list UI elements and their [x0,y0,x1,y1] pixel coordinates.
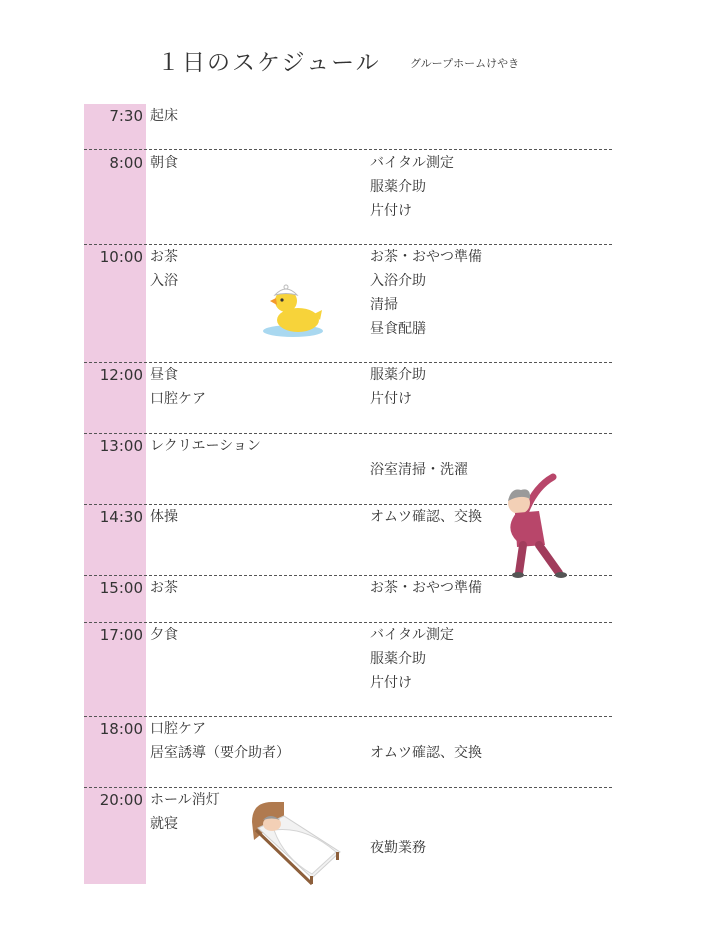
activity-item: 口腔ケア [150,391,206,407]
rubber-duck-icon [262,284,326,342]
activity-item: ホール消灯 [150,792,220,808]
row-divider [84,149,612,150]
task-item: 服薬介助 [370,367,426,383]
activity-item: 入浴 [150,273,178,289]
task-item: 昼食配膳 [370,321,426,337]
time-label: 13:00 [99,437,143,455]
time-label: 10:00 [99,248,143,266]
row-divider [84,433,612,434]
task-item: オムツ確認、交換 [370,509,482,525]
task-item: オムツ確認、交換 [370,745,482,761]
activity-item: 体操 [150,509,178,525]
task-item: お茶・おやつ準備 [370,249,482,265]
task-item: 入浴介助 [370,273,426,289]
activity-item: 就寝 [150,816,178,832]
task-item: 片付け [370,203,412,219]
task-item: バイタル測定 [370,155,454,171]
task-item: 浴室清掃・洗濯 [370,462,468,478]
activity-item: お茶 [150,580,178,596]
time-label: 14:30 [99,508,143,526]
activity-item: 起床 [150,108,178,124]
task-item: お茶・おやつ準備 [370,580,482,596]
elderly-stretching-icon [505,473,569,579]
time-label: 17:00 [99,626,143,644]
activity-item: レクリエーション [150,438,261,454]
row-divider [84,716,612,717]
time-column-background [84,104,146,884]
time-label: 12:00 [99,366,143,384]
task-item: 夜勤業務 [370,840,426,856]
time-label: 7:30 [109,107,143,125]
person-in-bed-icon [250,800,342,886]
row-divider [84,244,612,245]
task-item: 片付け [370,391,412,407]
activity-item: 朝食 [150,155,178,171]
activity-item: 居室誘導（要介助者） [150,745,290,761]
task-item: バイタル測定 [370,627,454,643]
row-divider [84,362,612,363]
time-label: 20:00 [99,791,143,809]
task-item: 服薬介助 [370,651,426,667]
task-item: 服薬介助 [370,179,426,195]
activity-item: お茶 [150,249,178,265]
organization-name: グループホームけやき [410,57,520,70]
page-title: １日のスケジュール [157,50,381,76]
task-item: 清掃 [370,297,398,313]
activity-item: 昼食 [150,367,178,383]
row-divider [84,787,612,788]
time-label: 8:00 [109,154,143,172]
row-divider [84,622,612,623]
activity-item: 夕食 [150,627,178,643]
activity-item: 口腔ケア [150,721,206,737]
task-item: 片付け [370,675,412,691]
time-label: 18:00 [99,720,143,738]
time-label: 15:00 [99,579,143,597]
